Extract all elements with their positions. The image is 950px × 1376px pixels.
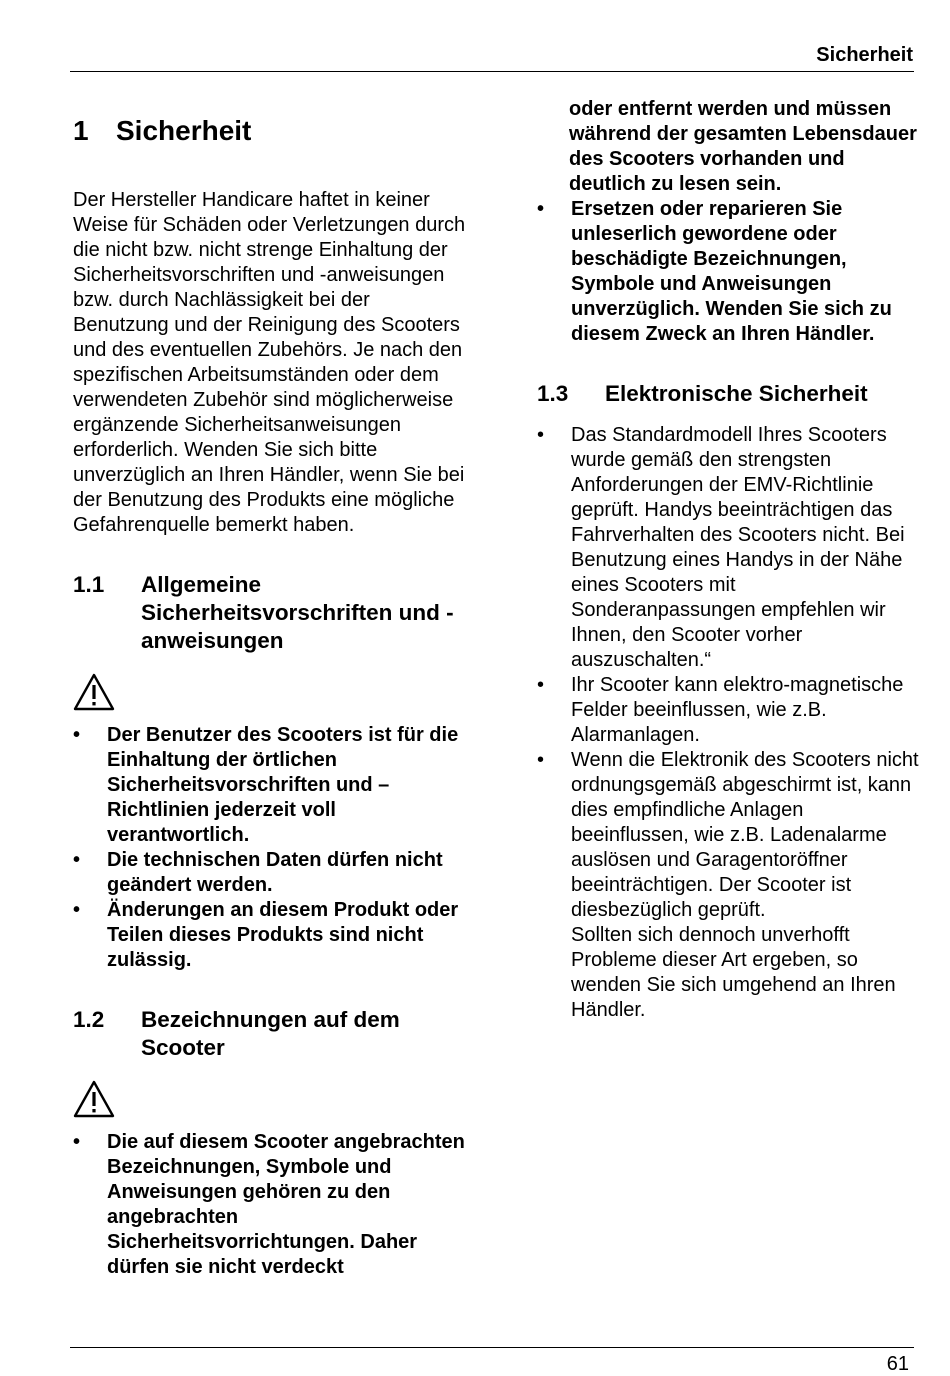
section-1-number: 1 <box>73 115 89 146</box>
header-rule <box>70 71 914 72</box>
list-item-text: Wenn die Elektronik des Scooters nicht ordnungsgemäß abgeschirmt ist, kann dies empfindliche Anlagen beeinflussen, wie z.B. Ladenalarme auslösen und Garagentoröffner beeinträchtigen. Der Scooter ist diesbezüglich geprüft. <box>571 749 919 921</box>
list-item: • Ihr Scooter kann elektro-magnetische Felder beeinflussen, wie z.B. Alarmanlagen. <box>537 673 922 748</box>
list-item: • Ersetzen oder reparieren Sie unleserlich gewordene oder beschädigte Bezeichnungen, Symbole und Anweisungen unverzüglich. Wenden Sie sich zu diesem Zweck an Ihren Händler. <box>537 197 922 347</box>
list-item: • Änderungen an diesem Produkt oder Teilen dieses Produkts sind nicht zulässig. <box>73 898 468 973</box>
section-1-1-title: Allgemeine Sicherheitsvorschriften und -anweisungen <box>141 572 454 653</box>
section-1-2-list-cont <box>537 197 922 347</box>
running-header: Sicherheit <box>816 44 913 66</box>
warning-triangle-icon <box>73 1080 115 1118</box>
list-item <box>537 748 922 1023</box>
section-1-heading <box>73 114 468 148</box>
section-1-1-list <box>73 723 468 973</box>
left-column <box>73 110 468 1280</box>
list-item: • Der Benutzer des Scooters ist für die Einhaltung der örtlichen Sicherheitsvorschriften und –Richtlinien jederzeit voll verantwortlich. <box>73 723 468 848</box>
section-1-2-heading <box>73 1006 468 1062</box>
closing-paragraph: Sollten sich dennoch unverhofft Probleme dieser Art ergeben, so wenden Sie sich umgehend an Ihren Händler. <box>571 924 896 1021</box>
list-item: • Die auf diesem Scooter angebrachten Bezeichnungen, Symbole und Anweisungen gehören zu den angebrachten Sicherheitsvorrichtungen. Daher dürfen sie nicht verdeckt <box>73 1130 468 1280</box>
section-1-intro: Der Hersteller Handicare haftet in keiner Weise für Schäden oder Verletzungen durch die nicht bzw. nicht strenge Einhaltung der Sicherheitsvorschriften und -anweisungen bzw. durch Nachlässigkeit bei der Benutzung und der Reinigung des Scooters und des eventuellen Zubehörs. Je nach den spezifischen Arbeitsumständen oder dem verwendeten Zubehör sind möglicherweise ergänzende Sicherheitsanweisungen erforderlich. Wenden Sie sich bitte unverzüglich an Ihren Händler, wenn Sie bei der Benutzung des Produkts eine mögliche Gefahrenquelle bemerkt haben. <box>73 189 466 536</box>
page-number: 61 <box>886 1353 909 1375</box>
section-1-2-title: Bezeichnungen auf dem Scooter <box>141 1007 400 1060</box>
right-column <box>537 97 922 1023</box>
footer-rule <box>70 1347 914 1348</box>
section-1-3-number: 1.3 <box>537 381 569 406</box>
warning-triangle-icon <box>73 673 115 711</box>
section-1-2-list <box>73 1130 468 1280</box>
section-1-3-heading <box>537 380 922 408</box>
section-1-3-title: Elektronische Sicherheit <box>605 381 868 406</box>
section-1-2-number: 1.2 <box>73 1007 105 1032</box>
list-item: • Das Standardmodell Ihres Scooters wurde gemäß den strengsten Anforderungen der EMV-Richtlinie geprüft. Handys beeinträchtigen das Fahrverhalten des Scooters nicht. Bei Benutzung eines Handys in der Nähe eines Scooters mit Sonderanpassungen empfehlen wir Ihnen, den Scooter vorher auszuschalten.“ <box>537 423 922 673</box>
section-1-1-number: 1.1 <box>73 572 105 597</box>
section-1-title: Sicherheit <box>116 115 252 146</box>
list-item: • Die technischen Daten dürfen nicht geändert werden. <box>73 848 468 898</box>
section-1-2-list-continuation: oder entfernt werden und müssen während der gesamten Lebensdauer des Scooters vorhanden und deutlich zu lesen sein. <box>569 98 917 195</box>
section-1-1-heading <box>73 571 468 655</box>
section-1-3-list <box>537 423 922 1023</box>
